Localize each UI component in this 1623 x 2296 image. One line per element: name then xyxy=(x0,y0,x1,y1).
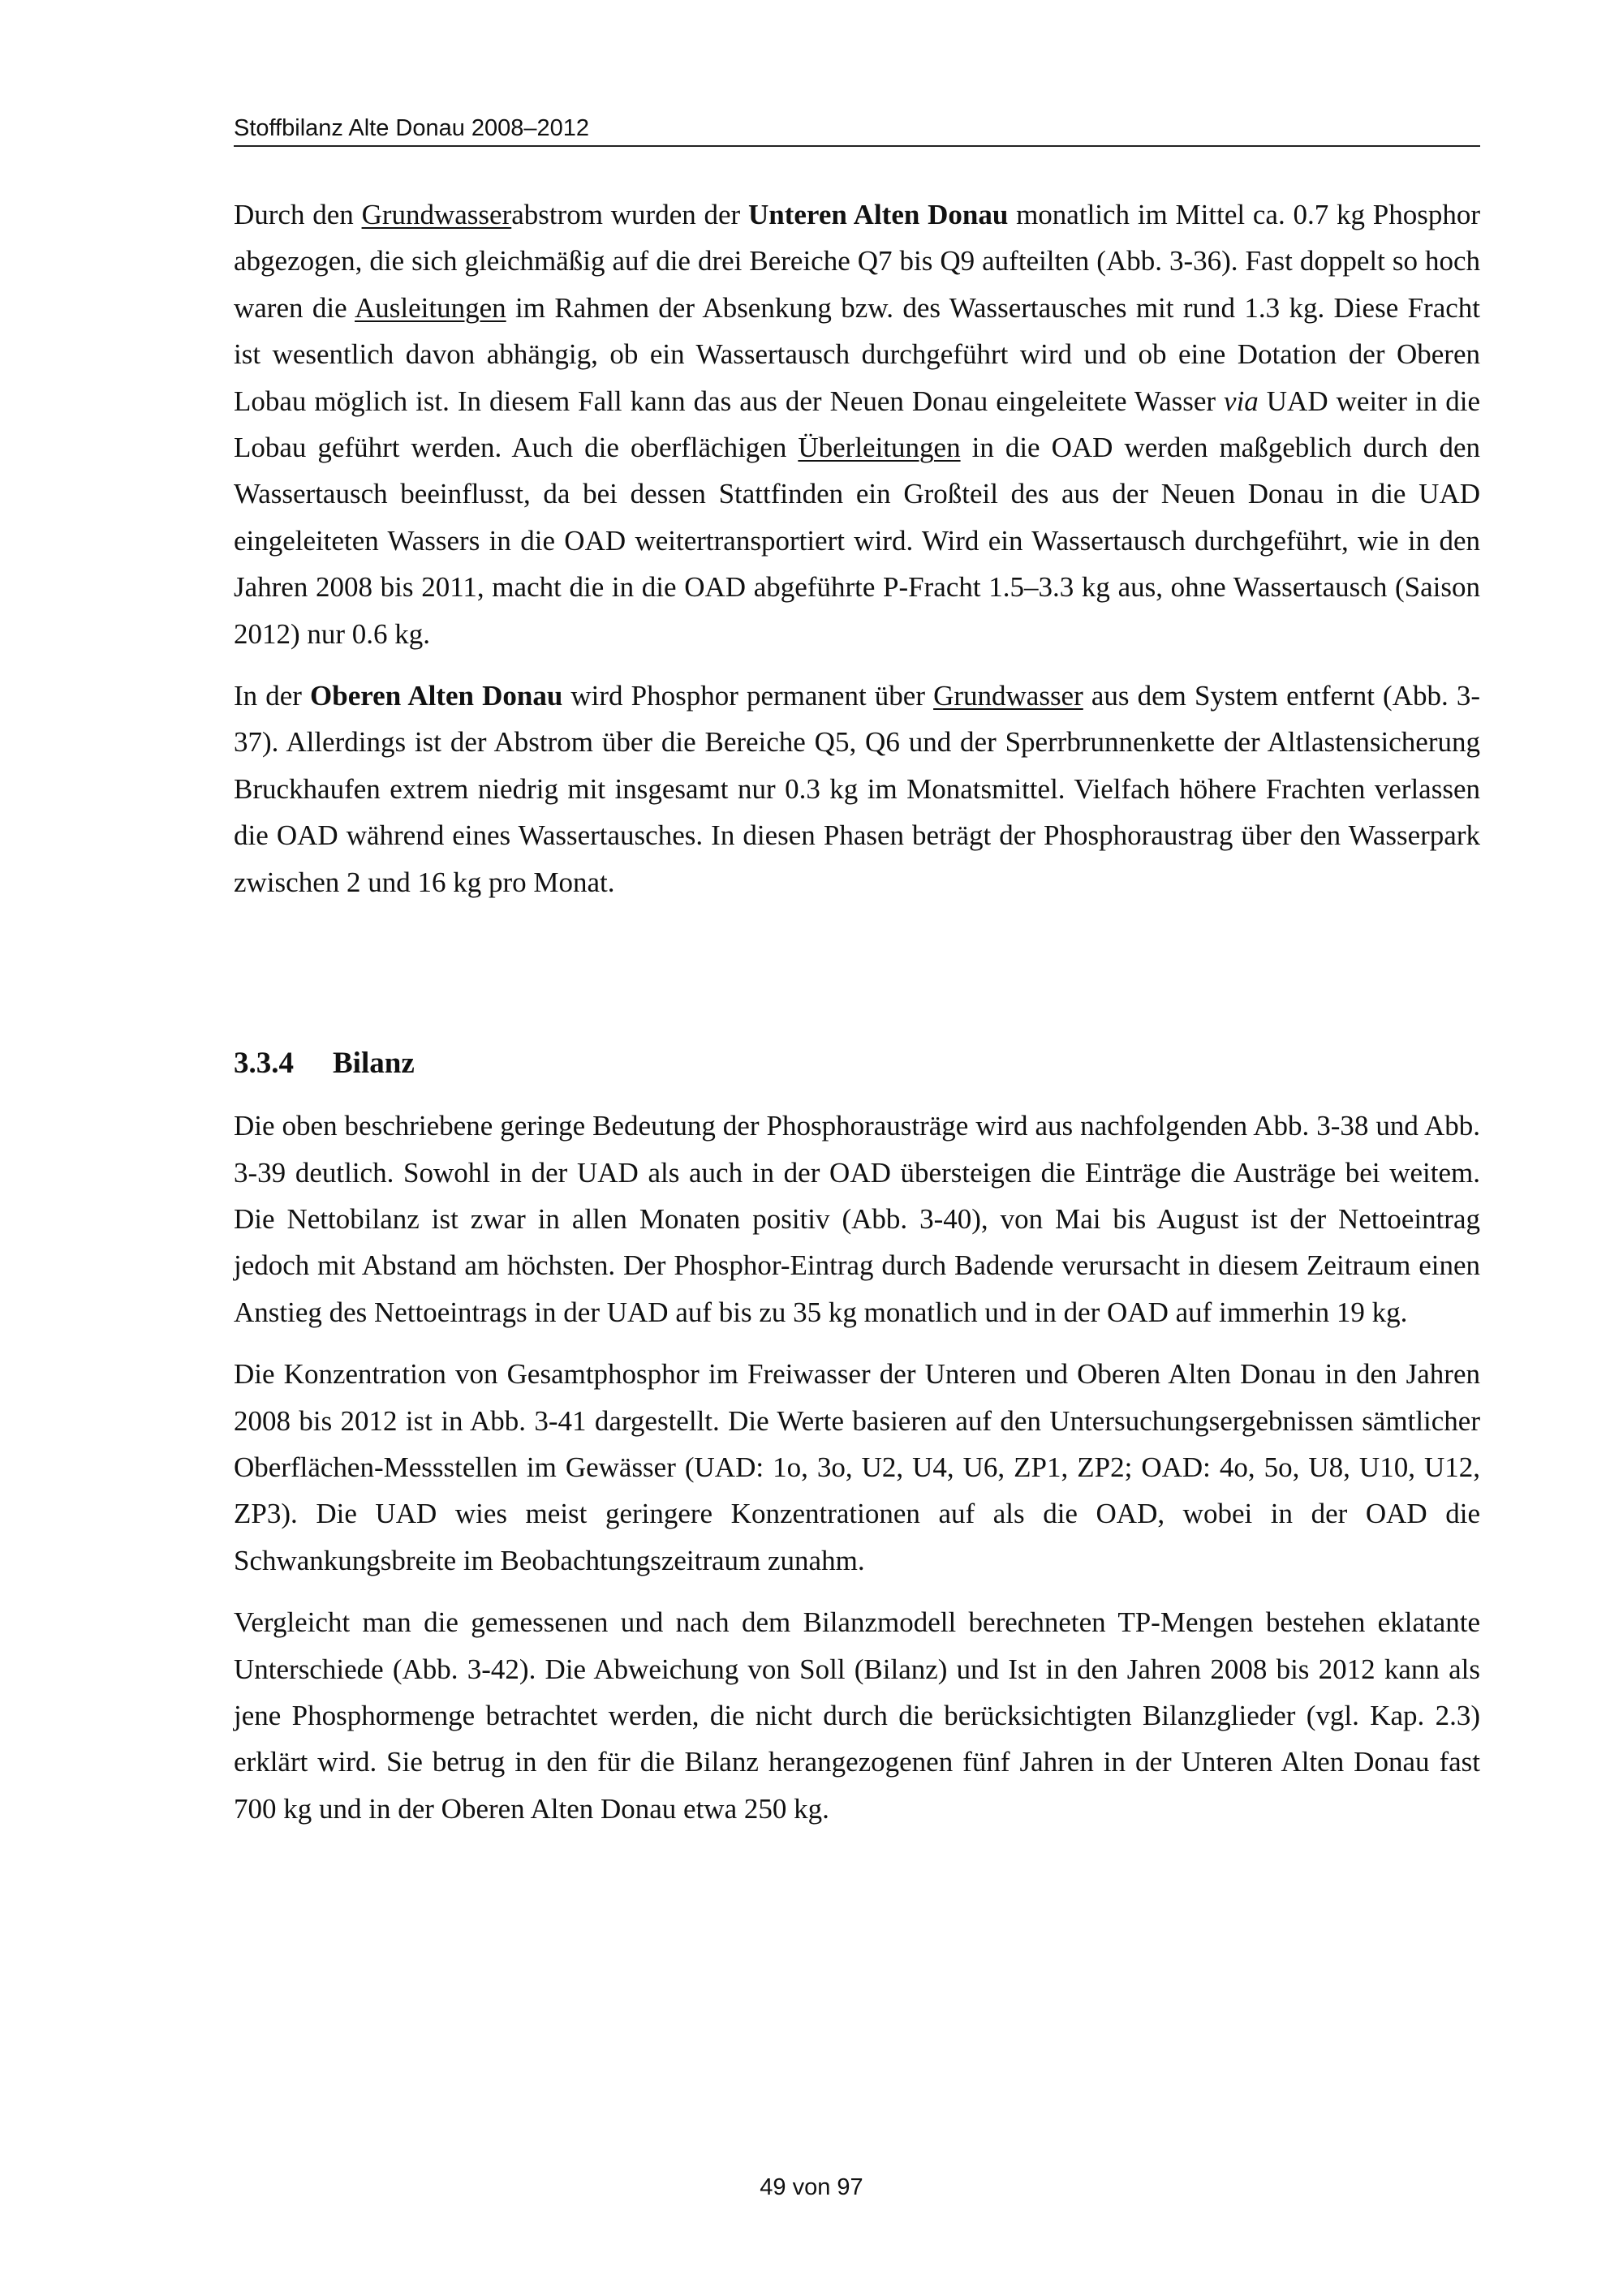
text-span: UAD weiter in die Lobau geführt werden. Auch die oberflächigen xyxy=(234,385,1480,464)
italic-term-via: via xyxy=(1224,385,1259,417)
text-span: im Rahmen der Absenkung bzw. des Wassertausches mit rund 1.3 kg. Diese Fracht ist wesentlich davon abhängig, ob ein Wassertausch durchgeführt wird und ob eine Dotation der Oberen Lobau möglich ist. In diesem Fall kann das aus der Neuen Donau eingeleitete Wasser xyxy=(234,291,1480,417)
section-title: Bilanz xyxy=(333,1047,415,1081)
paragraph-1 xyxy=(234,191,1480,657)
paragraph-3: Die oben beschriebene geringe Bedeutung der Phosphorausträge wird aus nachfolgenden Abb. 3-38 und Abb. 3-39 deutlich. Sowohl in der UAD als auch in der OAD übersteigen die Einträge die Austräge bei weitem. Die Nettobilanz ist zwar in allen Monaten positiv (Abb. 3-40), von Mai bis August ist der Nettoeintrag jedoch mit Abstand am höchsten. Der Phosphor-Eintrag durch Badende verursacht in diesem Zeitraum einen Anstieg des Nettoeintrags in der UAD auf bis zu 35 kg monatlich und in der OAD auf immerhin 19 kg. xyxy=(234,1110,1480,1328)
link-ueberleitungen[interactable]: Überleitungen xyxy=(798,432,961,464)
text-span: wird Phosphor permanent über xyxy=(562,680,934,712)
link-grundwasser[interactable]: Grundwasser xyxy=(933,680,1083,712)
text-span: aus dem System entfernt (Abb. 3-37). Allerdings ist der Abstrom über die Bereiche Q5, Q6 und der Sperrbrunnenkette der Altlastensicherung Bruckhaufen extrem niedrig mit insgesamt nur 0.3 kg im Monatsmittel. Vielfach höhere Frachten verlassen die OAD während eines Wassertausches. In diesen Phasen beträgt der Phosphoraustrag über den Wasserpark zwischen 2 und 16 kg pro Monat. xyxy=(234,680,1480,898)
page-number: 49 von 97 xyxy=(760,2174,863,2200)
text-span: abstrom wurden der xyxy=(511,199,748,230)
paragraph-2 xyxy=(234,673,1480,905)
text-span: in die OAD werden maßgeblich durch den Wassertausch beeinflusst, da bei dessen Stattfinden ein Großteil des aus der Neuen Donau in die UAD eingeleiteten Wassers in die OAD weitertransportiert wird. Wird ein Wassertausch durchgeführt, wie in den Jahren 2008 bis 2011, macht die in die OAD abgeführte P-Fracht 1.5–3.3 kg aus, ohne Wassertausch (Saison 2012) nur 0.6 kg. xyxy=(234,432,1480,650)
paragraph-4: Die Konzentration von Gesamtphosphor im Freiwasser der Unteren und Oberen Alten Donau in den Jahren 2008 bis 2012 ist in Abb. 3-41 dargestellt. Die Werte basieren auf den Untersuchungsergebnissen sämtlicher Oberflächen-Messstellen im Gewässer (UAD: 1o, 3o, U2, U4, U6, ZP1, ZP2; OAD: 4o, 5o, U8, U10, U12, ZP3). Die UAD wies meist geringere Konzentrationen auf als die OAD, wobei in der OAD die Schwankungsbreite im Beobachtungszeitraum zunahm. xyxy=(234,1358,1480,1576)
main-content xyxy=(234,191,1480,1847)
link-grundwasser[interactable]: Grundwasser xyxy=(361,199,512,230)
bold-term-untere-alte-donau: Unteren Alten Donau xyxy=(748,199,1009,230)
running-header xyxy=(234,115,1480,147)
text-span: Durch den xyxy=(234,199,362,230)
text-span: In der xyxy=(234,680,311,712)
link-ausleitungen[interactable]: Ausleitungen xyxy=(355,291,506,324)
bold-term-obere-alte-donau: Oberen Alten Donau xyxy=(310,680,563,712)
paragraph-5: Vergleicht man die gemessenen und nach dem Bilanzmodell berechneten TP-Mengen bestehen eklatante Unterschiede (Abb. 3-42). Die Abweichung von Soll (Bilanz) und Ist in den Jahren 2008 bis 2012 kann als jene Phosphormenge betrachtet werden, die nicht durch die berücksichtigten Bilanzglieder (vgl. Kap. 2.3) erklärt wird. Sie betrug in den für die Bilanz herangezogenen fünf Jahren in der Unteren Alten Donau fast 700 kg und in der Oberen Alten Donau etwa 250 kg. xyxy=(234,1606,1480,1825)
text-span: monatlich im Mittel ca. 0.7 kg Phosphor abgezogen, die sich gleichmäßig auf die drei Bereiche Q7 bis Q9 aufteilten (Abb. 3-36). Fast doppelt so hoch waren die xyxy=(234,199,1481,324)
section-heading xyxy=(234,1040,1480,1086)
section-number: 3.3.4 xyxy=(234,1047,294,1081)
header-title: Stoffbilanz Alte Donau 2008–2012 xyxy=(234,115,590,141)
